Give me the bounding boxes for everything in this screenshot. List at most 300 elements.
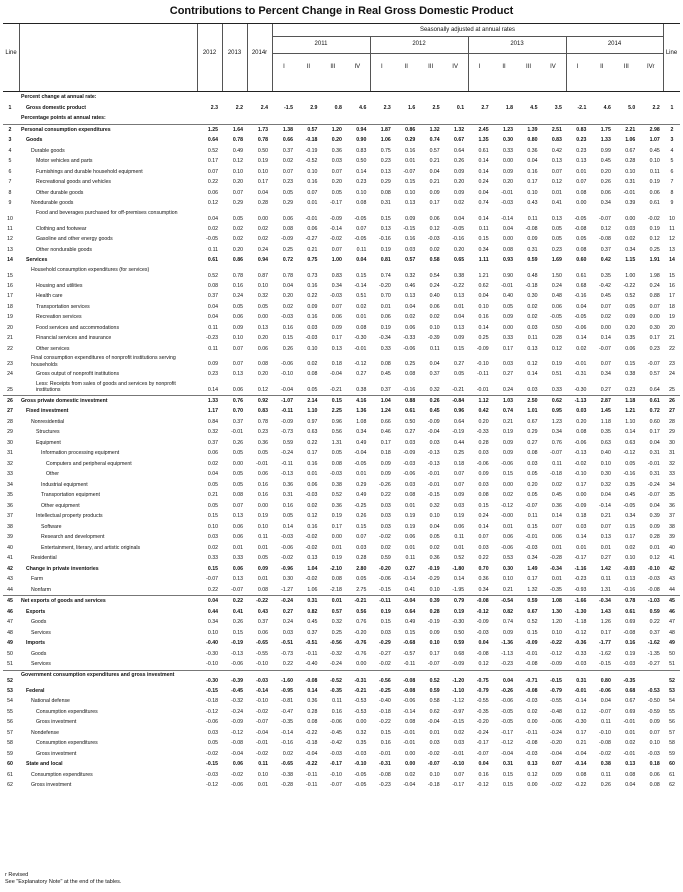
value-cell: -0.51 (281, 640, 293, 646)
value-cell: 0.28 (649, 534, 660, 540)
value-cell: -0.48 (550, 708, 562, 715)
value-cell: 0.30 (527, 293, 538, 299)
table-row (3, 188, 680, 199)
value-cell: 0.10 (429, 640, 440, 646)
value-cell: 0.10 (551, 629, 562, 636)
value-cell: -0.28 (550, 555, 562, 561)
value-cell: 0.22 (232, 598, 243, 604)
line-number-right: 55 (669, 708, 675, 715)
line-number-right: 45 (669, 598, 675, 604)
line-number-right: 8 (670, 189, 674, 196)
value-cell: 0.06 (232, 761, 243, 767)
value-cell: 0.07 (232, 189, 243, 196)
value-cell: 0.25 (282, 246, 293, 253)
value-cell: 0.36 (331, 147, 342, 154)
value-cell: 0.09 (502, 314, 514, 320)
footnotes (5, 872, 121, 886)
value-cell: -0.16 (452, 236, 465, 242)
value-cell: -0.31 (378, 761, 391, 767)
value-cell: -0.21 (452, 386, 465, 393)
row-label: Housing and utilities (36, 282, 83, 289)
group-2014-header: 2014 (607, 41, 622, 47)
value-cell: 0.06 (454, 523, 465, 530)
value-cell: 0.32 (405, 272, 416, 279)
value-cell: -0.16 (623, 586, 636, 593)
row-label: Durable goods (31, 147, 65, 154)
value-cell: 0.24 (429, 282, 440, 289)
value-cell: 0.78 (257, 137, 268, 143)
value-cell: 0.28 (625, 158, 636, 164)
value-cell: 0.08 (502, 246, 514, 253)
value-cell: -0.03 (281, 314, 293, 320)
table-row (3, 628, 680, 639)
value-cell: -0.10 (256, 661, 268, 667)
value-cell: -0.27 (305, 236, 318, 242)
value-cell: 0.02 (454, 200, 465, 206)
value-cell: 0.07 (232, 361, 243, 367)
value-cell: 0.20 (257, 335, 268, 341)
row-label: Goods (31, 650, 47, 657)
value-cell: -0.03 (281, 534, 293, 540)
value-cell: 0.34 (356, 429, 367, 435)
value-cell: 0.05 (625, 303, 636, 310)
quarter-header: II (502, 64, 506, 70)
value-cell: 0.08 (405, 719, 416, 725)
value-cell: -0.08 (623, 629, 636, 636)
value-cell: -0.10 (452, 761, 465, 767)
value-cell: 1.32 (429, 126, 440, 133)
table-row (3, 649, 680, 660)
quarter-header: I (576, 64, 579, 70)
value-cell: -0.06 (206, 719, 218, 725)
value-cell: -0.25 (378, 687, 391, 694)
value-cell: 0.45 (625, 492, 636, 498)
value-cell: 0.27 (502, 371, 514, 377)
line-number: 27 (7, 408, 13, 414)
value-cell: -0.03 (354, 750, 367, 757)
value-cell: 0.08 (257, 586, 268, 593)
value-cell: 0.17 (331, 523, 342, 530)
value-cell: -0.16 (623, 471, 636, 477)
value-cell: 0.04 (207, 314, 218, 320)
value-cell: -0.01 (403, 729, 416, 736)
value-cell: 0.04 (527, 158, 538, 164)
line-number-right: 53 (669, 687, 675, 694)
value-cell: 0.00 (405, 761, 416, 767)
value-cell: 0.61 (576, 272, 587, 279)
value-cell: -0.09 (476, 345, 489, 352)
value-cell: 0.26 (600, 179, 611, 185)
value-cell: 0.02 (257, 236, 268, 242)
value-cell: 0.13 (576, 158, 587, 164)
value-cell: 0.03 (454, 502, 465, 509)
value-cell: -0.14 (403, 708, 416, 715)
line-number-right: 59 (669, 750, 675, 757)
value-cell: -0.14 (330, 225, 342, 232)
footnote-explanatory: See "Explanatory Note" at the end of the tables. (5, 879, 122, 885)
value-cell: 0.17 (527, 179, 538, 185)
value-cell: 1.23 (551, 418, 562, 425)
line-number: 38 (7, 523, 13, 530)
value-cell: 0.08 (576, 771, 587, 778)
value-cell: 0.04 (600, 492, 611, 498)
value-cell: 0.00 (257, 215, 268, 222)
line-number: 24 (7, 371, 13, 377)
value-cell: 0.64 (405, 608, 416, 615)
value-cell: 1.15 (625, 257, 636, 263)
quarter-header: III (330, 64, 336, 70)
value-cell: -0.04 (427, 719, 440, 725)
value-cell: 0.05 (282, 189, 293, 196)
value-cell: 0.64 (207, 137, 218, 143)
value-cell: -0.65 (256, 640, 268, 646)
year-2013-header: 2013 (227, 50, 242, 56)
row-label: Motor vehicles and parts (36, 158, 93, 164)
value-cell: 0.13 (527, 761, 538, 767)
row-label: Net exports of goods and services (21, 598, 106, 604)
value-cell: -0.08 (305, 677, 318, 684)
table-row (3, 333, 680, 344)
value-cell: 0.03 (380, 513, 391, 519)
value-cell: 0.28 (257, 200, 268, 206)
value-cell: -0.01 (452, 750, 465, 757)
value-cell: 0.12 (257, 386, 268, 393)
value-cell: -0.50 (647, 698, 660, 704)
value-cell: 2.25 (331, 408, 342, 414)
row-label: Residential (31, 555, 57, 561)
value-cell: -0.15 (206, 761, 218, 767)
value-cell: 0.61 (649, 200, 660, 206)
value-cell: 0.37 (649, 629, 660, 636)
value-cell: 0.20 (331, 179, 342, 185)
value-cell: 0.45 (600, 293, 611, 299)
value-cell: -0.53 (354, 698, 367, 704)
line-number-right: 14 (669, 257, 675, 263)
table-row (3, 103, 680, 114)
value-cell: -0.14 (256, 687, 268, 694)
value-cell: 0.34 (551, 429, 562, 435)
value-cell: -0.06 (403, 698, 416, 704)
value-cell: 0.69 (625, 708, 636, 715)
line-number-right: 5 (670, 158, 674, 164)
value-cell: 0.36 (478, 576, 489, 582)
value-cell: 0.03 (527, 460, 538, 467)
value-cell: -0.13 (427, 450, 440, 456)
value-cell: 0.18 (454, 460, 465, 467)
value-cell: 0.37 (207, 293, 218, 299)
row-label: Imports (26, 640, 46, 646)
value-cell: 0.29 (356, 481, 367, 488)
line-number-right: 57 (669, 729, 675, 736)
value-cell: -0.31 (574, 371, 587, 377)
value-cell: -0.07 (403, 168, 416, 175)
value-cell: 0.10 (257, 523, 268, 530)
value-cell: -0.11 (379, 598, 391, 604)
value-cell: 0.49 (405, 619, 416, 625)
line-number-right: 3 (670, 137, 674, 143)
value-cell: -0.01 (256, 740, 268, 746)
value-cell: -0.09 (525, 640, 538, 646)
line-number: 44 (7, 586, 13, 593)
line-number: 39 (7, 534, 13, 540)
value-cell: -0.01 (623, 189, 636, 196)
value-cell: 0.50 (257, 147, 268, 154)
value-cell: -0.33 (403, 335, 416, 341)
value-cell: -0.06 (501, 544, 514, 551)
row-label: Gross investment (36, 719, 77, 725)
value-cell: 0.22 (207, 586, 218, 593)
value-cell: 0.08 (356, 200, 367, 206)
value-cell: 0.13 (331, 345, 342, 352)
value-cell: 0.78 (257, 418, 268, 425)
value-cell: -0.07 (599, 215, 611, 222)
value-cell: 0.09 (502, 439, 514, 446)
value-cell: 0.68 (576, 282, 587, 289)
value-cell: -0.07 (647, 492, 660, 498)
value-cell: -0.33 (476, 429, 489, 435)
value-cell: -0.22 (623, 282, 636, 289)
value-cell: 0.06 (551, 303, 562, 310)
value-cell: 0.16 (625, 640, 636, 646)
value-cell: 1.00 (625, 272, 636, 279)
value-cell: 0.00 (502, 324, 514, 331)
line-number: 33 (7, 471, 13, 477)
value-cell: 0.29 (282, 200, 293, 206)
value-cell: 0.12 (576, 708, 587, 715)
line-number: 47 (7, 619, 13, 625)
row-label: Food and beverages purchased for off-premises consumption (36, 209, 178, 216)
table-row (3, 469, 680, 480)
value-cell: 0.19 (331, 555, 342, 561)
value-cell: -0.19 (427, 565, 440, 572)
value-cell: 0.13 (380, 225, 391, 232)
value-cell: 0.20 (454, 179, 465, 185)
value-cell: 0.17 (307, 450, 318, 456)
value-cell: 0.59 (649, 608, 660, 615)
value-cell: 0.03 (405, 439, 416, 446)
value-cell: 0.52 (207, 147, 218, 154)
value-cell: 0.19 (649, 179, 660, 185)
value-cell: 0.11 (208, 345, 218, 352)
value-cell: 0.23 (380, 158, 391, 164)
value-cell: 0.06 (207, 189, 218, 196)
table-row (3, 728, 680, 739)
value-cell: 0.05 (551, 236, 562, 242)
value-cell: 0.19 (331, 513, 342, 519)
line-number: 34 (7, 481, 13, 488)
quarter-header: II (600, 64, 604, 70)
value-cell: -0.04 (574, 750, 587, 757)
value-cell: 0.52 (454, 555, 465, 561)
value-cell: -0.02 (281, 555, 293, 561)
value-cell: 0.08 (232, 492, 243, 498)
value-cell: 0.01 (232, 544, 243, 551)
value-cell: 0.01 (551, 576, 562, 582)
value-cell: 0.09 (454, 168, 465, 175)
value-cell: 0.01 (454, 544, 465, 551)
value-cell: 1.30 (551, 608, 562, 615)
value-cell: 0.03 (527, 386, 538, 393)
value-cell: 1.75 (600, 126, 611, 133)
value-cell: -0.14 (403, 576, 416, 582)
value-cell: 0.04 (207, 215, 218, 222)
value-cell: 0.22 (478, 555, 489, 561)
table-row (3, 156, 680, 167)
value-cell: -0.16 (574, 293, 587, 299)
value-cell: 0.09 (331, 324, 342, 331)
value-cell: 0.63 (307, 429, 318, 435)
row-label: State and local (26, 761, 63, 767)
row-label: National defense (31, 698, 70, 704)
value-cell: 0.09 (380, 460, 391, 467)
line-number: 3 (8, 137, 12, 143)
value-cell: 0.20 (331, 137, 342, 143)
value-cell: 0.09 (232, 324, 243, 331)
table-row (3, 511, 680, 522)
value-cell: 0.67 (625, 698, 636, 704)
value-cell: 0.32 (600, 481, 611, 488)
value-cell: -0.17 (501, 729, 514, 736)
value-cell: 0.09 (551, 771, 562, 778)
value-cell: -0.79 (550, 687, 562, 694)
value-cell: -0.53 (354, 708, 367, 715)
value-cell: -0.09 (574, 502, 587, 509)
value-cell: 0.15 (232, 629, 243, 636)
value-cell: -0.01 (305, 215, 318, 222)
value-cell: 0.45 (600, 158, 611, 164)
value-cell: 0.36 (307, 698, 318, 704)
value-cell: 0.09 (405, 215, 416, 222)
value-cell: -0.40 (206, 640, 218, 646)
value-cell: 0.28 (478, 439, 489, 446)
value-cell: 0.00 (356, 661, 367, 667)
value-cell: 0.32 (331, 619, 342, 625)
line-number-right: 28 (669, 418, 675, 425)
value-cell: -0.45 (330, 729, 342, 736)
value-cell: 0.08 (380, 189, 391, 196)
value-cell: 0.13 (625, 761, 636, 767)
value-cell: 0.19 (380, 608, 391, 615)
value-cell: 0.11 (429, 345, 440, 352)
value-cell: 1.10 (625, 418, 636, 425)
value-cell: 0.04 (356, 257, 367, 263)
value-cell: 0.07 (454, 471, 465, 477)
value-cell: -0.03 (574, 661, 587, 667)
value-cell: 0.12 (207, 200, 218, 206)
value-cell: 0.13 (380, 168, 391, 175)
value-cell: 0.76 (232, 397, 243, 404)
value-cell: -0.01 (354, 345, 367, 352)
line-number: 28 (7, 418, 13, 425)
value-cell: 0.02 (207, 544, 218, 551)
value-cell: 0.13 (257, 324, 268, 331)
value-cell: 0.16 (307, 460, 318, 467)
value-cell: 1.26 (600, 619, 611, 625)
value-cell: 0.8 (334, 104, 342, 111)
value-cell: 0.07 (331, 168, 342, 175)
value-cell: -0.01 (574, 361, 587, 367)
value-cell: 0.30 (502, 137, 514, 143)
value-cell: -0.35 (330, 687, 342, 694)
value-cell: -0.01 (623, 750, 636, 757)
value-cell: 0.16 (478, 314, 489, 320)
value-cell: 0.19 (380, 246, 391, 253)
quarter-header: IV (550, 64, 556, 70)
value-cell: 2.9 (310, 104, 318, 111)
value-cell: -0.11 (305, 650, 318, 657)
value-cell: 0.31 (282, 492, 293, 498)
line-number-right: 11 (669, 225, 675, 232)
value-cell: 0.52 (527, 619, 538, 625)
value-cell: -0.23 (378, 782, 391, 788)
value-cell: 0.21 (429, 179, 440, 185)
value-cell: 0.14 (207, 386, 218, 393)
value-cell: -0.24 (231, 708, 243, 715)
value-cell: -0.34 (599, 598, 611, 604)
value-cell: 0.20 (232, 179, 243, 185)
table-row (3, 302, 680, 313)
value-cell: 0.03 (429, 740, 440, 746)
value-cell: -0.10 (574, 471, 587, 477)
value-cell: 0.70 (232, 408, 243, 414)
value-cell: 0.06 (232, 565, 243, 572)
value-cell: 0.37 (257, 619, 268, 625)
line-number: 9 (8, 200, 12, 206)
line-number-right: 30 (669, 439, 675, 446)
value-cell: 0.96 (454, 408, 465, 414)
value-cell: 0.05 (527, 492, 538, 498)
value-cell: 0.39 (625, 200, 636, 206)
value-cell: -0.42 (599, 282, 611, 289)
line-number: 14 (7, 257, 13, 263)
value-cell: -0.21 (330, 386, 342, 393)
line-number-right: 38 (669, 523, 675, 530)
value-cell: 0.19 (405, 513, 416, 519)
line-number-right: 20 (669, 324, 675, 331)
line-number: 45 (7, 598, 13, 604)
value-cell: 0.14 (356, 168, 367, 175)
value-cell: -0.09 (281, 236, 293, 242)
value-cell: -1.13 (574, 397, 587, 404)
value-cell: 0.36 (257, 439, 268, 446)
value-cell: -0.30 (206, 650, 218, 657)
data-table (3, 92, 680, 791)
value-cell: 0.10 (307, 345, 318, 352)
value-cell: -0.06 (599, 687, 611, 694)
section-heading-row (3, 92, 680, 103)
value-cell: -0.31 (354, 677, 367, 684)
value-cell: -0.06 (574, 439, 587, 446)
value-cell: 0.23 (257, 429, 268, 435)
value-cell: 0.14 (478, 158, 489, 164)
value-cell: 0.06 (232, 523, 243, 530)
row-label: Gross investment (31, 782, 72, 788)
value-cell: -0.03 (305, 492, 318, 498)
line-number-right: 27 (669, 408, 675, 414)
line-number: 62 (7, 782, 13, 788)
value-cell: -0.02 (647, 215, 660, 222)
value-cell: -0.03 (647, 576, 660, 582)
value-cell: 0.17 (527, 576, 538, 582)
value-cell: 1.38 (282, 126, 293, 133)
value-cell: 0.06 (331, 314, 342, 320)
table-row (3, 738, 680, 749)
value-cell: 0.28 (551, 335, 562, 341)
table-row (3, 448, 680, 459)
line-number-right: 37 (669, 513, 675, 519)
value-cell: 0.10 (429, 586, 440, 593)
value-cell: 0.70 (478, 565, 489, 572)
